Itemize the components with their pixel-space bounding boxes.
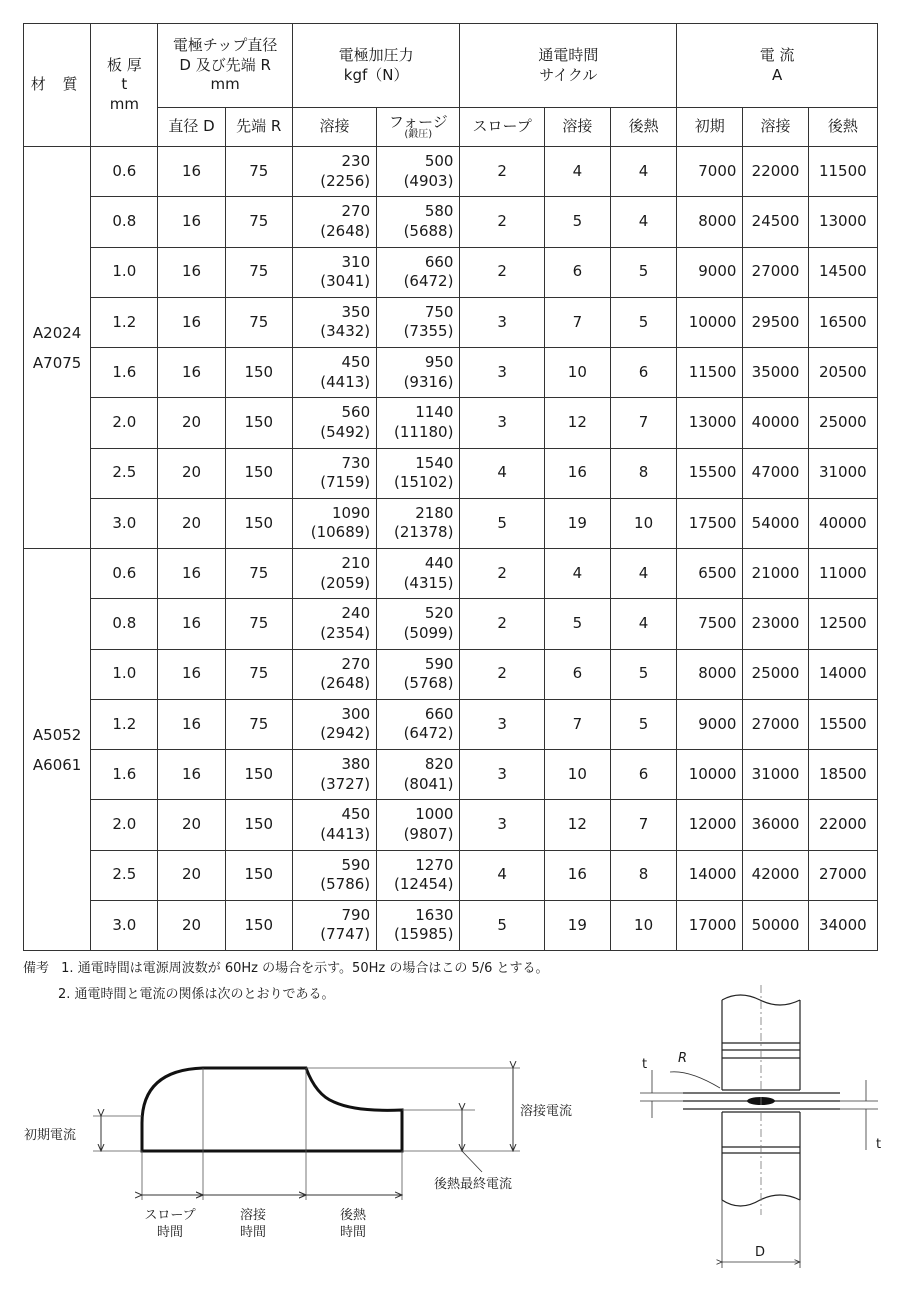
initial-current-cell: 14000 — [677, 850, 743, 900]
label-t-top: t — [642, 1057, 648, 1072]
post-current-cell: 11500 — [808, 147, 877, 197]
forge-pressure-cell: 580 (5688) — [377, 197, 460, 247]
initial-current-cell: 9000 — [677, 699, 743, 749]
tip-r-cell: 150 — [225, 448, 292, 498]
weld-pressure-cell: 1090 (10689) — [292, 498, 376, 548]
forge-pressure-cell: 500 (4903) — [377, 147, 460, 197]
subheader-weld-time: 溶接 — [544, 108, 610, 147]
material-cell: A5052 A6061 — [24, 549, 91, 951]
slope-time-cell: 2 — [460, 197, 544, 247]
header-tip: 電極チップ直径 D 及び先端 R mm — [158, 24, 292, 108]
thickness-cell: 1.2 — [91, 297, 158, 347]
weld-time-cell: 16 — [544, 448, 610, 498]
weld-time-cell: 5 — [544, 599, 610, 649]
tip-r-cell: 150 — [225, 398, 292, 448]
post-current-cell: 31000 — [808, 448, 877, 498]
weld-time-cell: 4 — [544, 147, 610, 197]
thickness-cell: 2.0 — [91, 398, 158, 448]
diameter-cell: 16 — [158, 599, 225, 649]
weld-time-cell: 10 — [544, 750, 610, 800]
weld-current-cell: 50000 — [743, 900, 808, 950]
thickness-cell: 1.0 — [91, 247, 158, 297]
slope-time-cell: 3 — [460, 750, 544, 800]
forge-pressure-cell: 1540 (15102) — [377, 448, 460, 498]
initial-current-cell: 10000 — [677, 750, 743, 800]
diameter-cell: 20 — [158, 398, 225, 448]
weld-current-cell: 27000 — [743, 699, 808, 749]
forge-pressure-cell: 1630 (15985) — [377, 900, 460, 950]
post-current-cell: 11000 — [808, 549, 877, 599]
tip-r-cell: 75 — [225, 297, 292, 347]
tip-r-cell: 75 — [225, 247, 292, 297]
slope-time-cell: 3 — [460, 398, 544, 448]
tip-r-cell: 75 — [225, 147, 292, 197]
diameter-cell: 16 — [158, 750, 225, 800]
post-current-cell: 12500 — [808, 599, 877, 649]
forge-pressure-cell: 1140 (11180) — [377, 398, 460, 448]
weld-pressure-cell: 380 (3727) — [292, 750, 376, 800]
post-time-cell: 5 — [610, 297, 676, 347]
post-time-cell: 7 — [610, 800, 676, 850]
weld-current-cell: 42000 — [743, 850, 808, 900]
weld-time-cell: 7 — [544, 699, 610, 749]
diameter-cell: 16 — [158, 649, 225, 699]
tip-r-cell: 150 — [225, 750, 292, 800]
post-current-cell: 40000 — [808, 498, 877, 548]
weld-pressure-cell: 270 (2648) — [292, 649, 376, 699]
forge-pressure-cell: 750 (7355) — [377, 297, 460, 347]
weld-pressure-cell: 300 (2942) — [292, 699, 376, 749]
label-d: D — [755, 1245, 766, 1260]
subheader-weld-current: 溶接 — [743, 108, 808, 147]
diameter-cell: 20 — [158, 800, 225, 850]
weld-pressure-cell: 450 (4413) — [292, 348, 376, 398]
weld-time-cell: 16 — [544, 850, 610, 900]
post-time-cell: 10 — [610, 498, 676, 548]
diameter-cell: 20 — [158, 448, 225, 498]
weld-current-cell: 54000 — [743, 498, 808, 548]
forge-pressure-cell: 1270 (12454) — [377, 850, 460, 900]
initial-current-cell: 8000 — [677, 197, 743, 247]
tip-r-cell: 75 — [225, 599, 292, 649]
post-time-cell: 4 — [610, 197, 676, 247]
weld-pressure-cell: 790 (7747) — [292, 900, 376, 950]
header-time: 通電時間 サイクル — [460, 24, 677, 108]
forge-pressure-cell: 2180 (21378) — [377, 498, 460, 548]
post-time-cell: 4 — [610, 147, 676, 197]
weld-pressure-cell: 270 (2648) — [292, 197, 376, 247]
tip-r-cell: 75 — [225, 549, 292, 599]
initial-current-cell: 10000 — [677, 297, 743, 347]
tip-r-cell: 75 — [225, 197, 292, 247]
post-time-cell: 5 — [610, 649, 676, 699]
label-slope-time-2: 時間 — [156, 1225, 184, 1240]
thickness-cell: 1.0 — [91, 649, 158, 699]
label-initial-current: 初期電流 — [24, 1128, 77, 1143]
weld-pressure-cell: 210 (2059) — [292, 549, 376, 599]
weld-time-cell: 5 — [544, 197, 610, 247]
thickness-cell: 0.6 — [91, 549, 158, 599]
initial-current-cell: 17500 — [677, 498, 743, 548]
thickness-cell: 3.0 — [91, 498, 158, 548]
thickness-cell: 0.8 — [91, 599, 158, 649]
slope-time-cell: 3 — [460, 699, 544, 749]
slope-time-cell: 2 — [460, 649, 544, 699]
post-time-cell: 8 — [610, 850, 676, 900]
diameter-cell: 20 — [158, 498, 225, 548]
label-weld-current: 溶接電流 — [520, 1104, 573, 1119]
post-current-cell: 16500 — [808, 297, 877, 347]
weld-pressure-cell: 230 (2256) — [292, 147, 376, 197]
diameter-cell: 16 — [158, 197, 225, 247]
note-2: 2. 通電時間と電流の関係は次のとおりである。 — [58, 987, 335, 1003]
initial-current-cell: 15500 — [677, 448, 743, 498]
label-post-time-2: 時間 — [339, 1225, 367, 1240]
forge-pressure-cell: 660 (6472) — [377, 699, 460, 749]
post-time-cell: 8 — [610, 448, 676, 498]
post-time-cell: 4 — [610, 549, 676, 599]
slope-time-cell: 2 — [460, 599, 544, 649]
tip-r-cell: 75 — [225, 649, 292, 699]
label-post-time-1: 後熱 — [339, 1208, 367, 1223]
forge-pressure-cell: 520 (5099) — [377, 599, 460, 649]
post-time-cell: 6 — [610, 750, 676, 800]
post-time-cell: 5 — [610, 699, 676, 749]
weld-pressure-cell: 310 (3041) — [292, 247, 376, 297]
thickness-cell: 1.6 — [91, 348, 158, 398]
weld-current-cell: 40000 — [743, 398, 808, 448]
tip-r-cell: 150 — [225, 900, 292, 950]
weld-pressure-cell: 560 (5492) — [292, 398, 376, 448]
forge-pressure-cell: 1000 (9807) — [377, 800, 460, 850]
post-time-cell: 5 — [610, 247, 676, 297]
slope-time-cell: 4 — [460, 448, 544, 498]
label-weld-time-1: 溶接 — [239, 1208, 267, 1223]
weld-current-cell: 22000 — [743, 147, 808, 197]
forge-pressure-cell: 590 (5768) — [377, 649, 460, 699]
tip-r-cell: 150 — [225, 850, 292, 900]
initial-current-cell: 6500 — [677, 549, 743, 599]
subheader-slope: スロープ — [460, 108, 544, 147]
slope-time-cell: 2 — [460, 549, 544, 599]
tip-r-cell: 75 — [225, 699, 292, 749]
forge-pressure-cell: 660 (6472) — [377, 247, 460, 297]
thickness-cell: 2.5 — [91, 850, 158, 900]
post-current-cell: 18500 — [808, 750, 877, 800]
thickness-cell: 0.6 — [91, 147, 158, 197]
post-time-cell: 7 — [610, 398, 676, 448]
weld-current-cell: 25000 — [743, 649, 808, 699]
slope-time-cell: 3 — [460, 297, 544, 347]
label-t-bottom: t — [876, 1137, 882, 1152]
post-current-cell: 14000 — [808, 649, 877, 699]
thickness-cell: 2.5 — [91, 448, 158, 498]
forge-pressure-cell: 820 (8041) — [377, 750, 460, 800]
material-cell: A2024 A7075 — [24, 147, 91, 549]
subheader-diameter: 直径 D — [158, 108, 225, 147]
post-time-cell: 6 — [610, 348, 676, 398]
subheader-post-time: 後熱 — [610, 108, 676, 147]
thickness-cell: 0.8 — [91, 197, 158, 247]
weld-current-cell: 31000 — [743, 750, 808, 800]
weld-time-cell: 7 — [544, 297, 610, 347]
thickness-cell: 2.0 — [91, 800, 158, 850]
weld-pressure-cell: 450 (4413) — [292, 800, 376, 850]
slope-time-cell: 3 — [460, 800, 544, 850]
weld-pressure-cell: 590 (5786) — [292, 850, 376, 900]
note-1: 備考 1. 通電時間は電源周波数が 60Hz の場合を示す。50Hz の場合はこの 5/6 とする。 — [23, 961, 549, 976]
weld-time-cell: 6 — [544, 649, 610, 699]
post-time-cell: 4 — [610, 599, 676, 649]
slope-time-cell: 2 — [460, 147, 544, 197]
initial-current-cell: 7500 — [677, 599, 743, 649]
label-slope-time-1: スロープ — [144, 1208, 196, 1223]
tip-r-cell: 150 — [225, 800, 292, 850]
initial-current-cell: 11500 — [677, 348, 743, 398]
weld-time-cell: 6 — [544, 247, 610, 297]
weld-current-cell: 21000 — [743, 549, 808, 599]
header-current: 電 流 A — [677, 24, 878, 108]
subheader-tip-r: 先端 R — [225, 108, 292, 147]
weld-current-cell: 47000 — [743, 448, 808, 498]
weld-current-cell: 29500 — [743, 297, 808, 347]
weld-pressure-cell: 350 (3432) — [292, 297, 376, 347]
weld-time-cell: 19 — [544, 498, 610, 548]
weld-time-cell: 12 — [544, 398, 610, 448]
post-current-cell: 20500 — [808, 348, 877, 398]
header-thickness: 板 厚 t mm — [91, 24, 158, 147]
weld-current-cell: 23000 — [743, 599, 808, 649]
thickness-cell: 3.0 — [91, 900, 158, 950]
tip-r-cell: 150 — [225, 498, 292, 548]
thickness-cell: 1.6 — [91, 750, 158, 800]
weld-pressure-cell: 240 (2354) — [292, 599, 376, 649]
forge-pressure-cell: 440 (4315) — [377, 549, 460, 599]
header-material: 材 質 — [24, 24, 91, 147]
initial-current-cell: 8000 — [677, 649, 743, 699]
post-current-cell: 15500 — [808, 699, 877, 749]
header-pressure: 電極加圧力 kgf（N） — [292, 24, 460, 108]
subheader-post-current: 後熱 — [808, 108, 877, 147]
diameter-cell: 16 — [158, 247, 225, 297]
weld-time-cell: 19 — [544, 900, 610, 950]
diameter-cell: 20 — [158, 900, 225, 950]
diameter-cell: 16 — [158, 297, 225, 347]
diameter-cell: 16 — [158, 147, 225, 197]
slope-time-cell: 4 — [460, 850, 544, 900]
weld-time-cell: 4 — [544, 549, 610, 599]
notes-label: 備考 — [23, 961, 50, 976]
subheader-forge: フォージ (鍛圧) — [377, 108, 460, 147]
post-current-cell: 25000 — [808, 398, 877, 448]
diameter-cell: 16 — [158, 699, 225, 749]
diameter-cell: 20 — [158, 850, 225, 900]
initial-current-cell: 12000 — [677, 800, 743, 850]
slope-time-cell: 5 — [460, 498, 544, 548]
post-current-cell: 13000 — [808, 197, 877, 247]
weld-current-cell: 24500 — [743, 197, 808, 247]
label-r: R — [678, 1051, 688, 1066]
diameter-cell: 16 — [158, 549, 225, 599]
weld-time-cell: 12 — [544, 800, 610, 850]
weld-time-cell: 10 — [544, 348, 610, 398]
subheader-weld-pressure: 溶接 — [292, 108, 376, 147]
post-current-cell: 14500 — [808, 247, 877, 297]
post-current-cell: 34000 — [808, 900, 877, 950]
slope-time-cell: 2 — [460, 247, 544, 297]
diameter-cell: 16 — [158, 348, 225, 398]
forge-pressure-cell: 950 (9316) — [377, 348, 460, 398]
post-current-cell: 22000 — [808, 800, 877, 850]
thickness-cell: 1.2 — [91, 699, 158, 749]
post-current-cell: 27000 — [808, 850, 877, 900]
initial-current-cell: 17000 — [677, 900, 743, 950]
label-weld-time-2: 時間 — [239, 1225, 267, 1240]
initial-current-cell: 13000 — [677, 398, 743, 448]
slope-time-cell: 3 — [460, 348, 544, 398]
initial-current-cell: 7000 — [677, 147, 743, 197]
weld-pressure-cell: 730 (7159) — [292, 448, 376, 498]
subheader-initial-current: 初期 — [677, 108, 743, 147]
tip-r-cell: 150 — [225, 348, 292, 398]
weld-current-cell: 35000 — [743, 348, 808, 398]
label-post-final-current: 後熱最終電流 — [434, 1177, 513, 1192]
weld-current-cell: 36000 — [743, 800, 808, 850]
weld-current-cell: 27000 — [743, 247, 808, 297]
slope-time-cell: 5 — [460, 900, 544, 950]
initial-current-cell: 9000 — [677, 247, 743, 297]
post-time-cell: 10 — [610, 900, 676, 950]
